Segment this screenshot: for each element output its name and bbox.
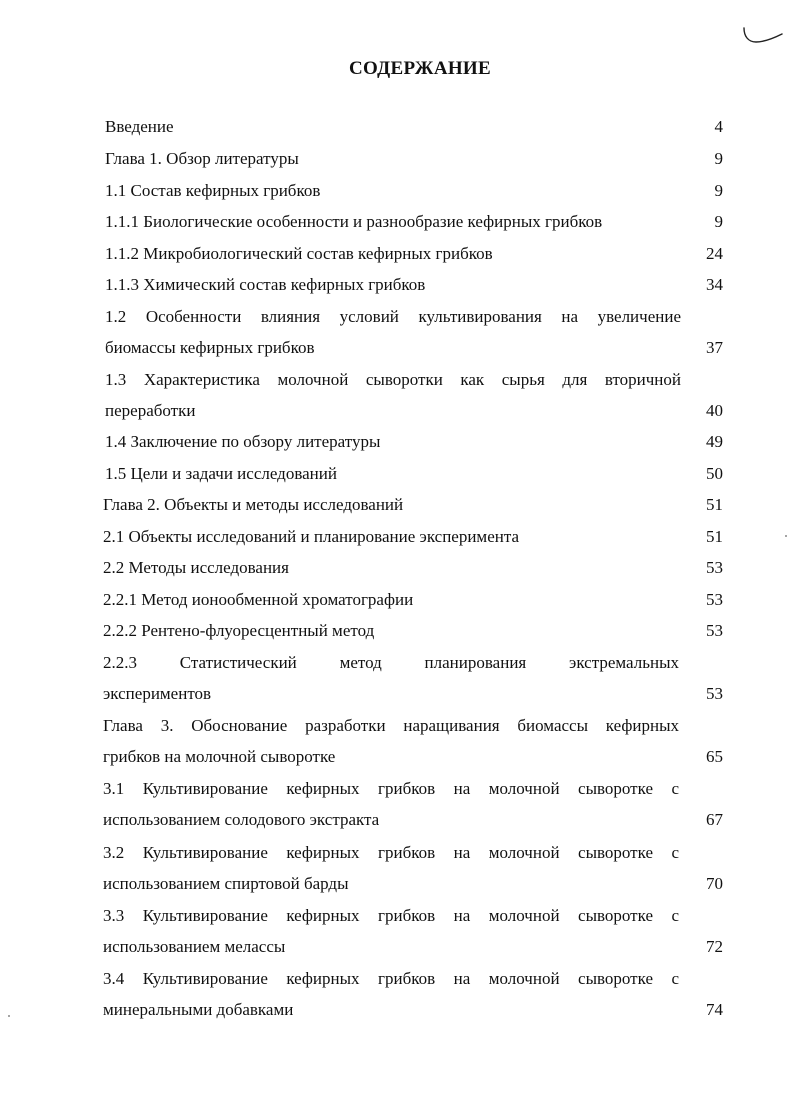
toc-entry-page: 51 xyxy=(706,527,723,546)
toc-entry-text-line1: 3.2 Культивирование кефирных грибков на молочной сыворотке с xyxy=(103,843,679,862)
toc-entry-text: Глава 1. Обзор литературы xyxy=(105,149,299,168)
toc-entry-page: 37 xyxy=(706,338,723,357)
toc-entry-text: 1.5 Цели и задачи исследований xyxy=(105,464,337,483)
toc-entry-page: 51 xyxy=(706,495,723,514)
toc-entry-text: 1.4 Заключение по обзору литературы xyxy=(105,432,381,451)
toc-entry-text: 1.1.3 Химический состав кефирных грибков xyxy=(105,275,426,294)
toc-entry xyxy=(0,969,796,1021)
toc-entry-page: 9 xyxy=(714,149,723,168)
toc-entry xyxy=(0,906,796,958)
toc-entry-page: 72 xyxy=(706,937,723,956)
toc-entry-text-line1: 3.4 Культивирование кефирных грибков на молочной сыворотке с xyxy=(103,969,679,988)
handwritten-mark xyxy=(740,24,784,46)
toc-entry-page: 70 xyxy=(706,874,723,893)
toc-entry xyxy=(0,843,796,895)
scan-speck xyxy=(785,535,787,537)
toc-entry-text: 1.1 Состав кефирных грибков xyxy=(105,181,321,200)
toc-entry-text-line2: экспериментов xyxy=(103,684,212,703)
toc-entry-page: 40 xyxy=(706,401,723,420)
toc-entry xyxy=(0,779,796,831)
toc-entry-text: 1.1.2 Микробиологический состав кефирных грибков xyxy=(105,244,493,263)
toc-entry-page: 67 xyxy=(706,810,723,829)
toc-entry-page: 4 xyxy=(714,117,723,136)
toc-entry-page: 53 xyxy=(706,590,723,609)
toc-entry-text: 2.2.2 Рентено-флуоресцентный метод xyxy=(103,621,375,640)
toc-entry-text-line2: использованием мелассы xyxy=(103,937,286,956)
toc-entry-text: 1.1.1 Биологические особенности и разнообразие кефирных грибков xyxy=(105,212,603,231)
toc-entry-page: 34 xyxy=(706,275,723,294)
toc-entry-page: 74 xyxy=(706,1000,723,1019)
toc-entry-text-line2: использованием спиртовой барды xyxy=(103,874,349,893)
toc-entry-page: 53 xyxy=(706,684,723,703)
toc-entry-page: 9 xyxy=(714,212,723,231)
toc-entry-text: Введение xyxy=(105,117,174,136)
toc-entry-page: 49 xyxy=(706,432,723,451)
page-title: СОДЕРЖАНИЕ xyxy=(349,58,491,79)
toc-entry xyxy=(0,653,796,705)
toc-entry-page: 9 xyxy=(714,181,723,200)
toc-entry-text: 2.2 Методы исследования xyxy=(103,558,289,577)
toc-entry-text-line2: биомассы кефирных грибков xyxy=(105,338,315,357)
toc-entry-page: 24 xyxy=(706,244,723,263)
toc-entry-text-line1: 3.1 Культивирование кефирных грибков на молочной сыворотке с xyxy=(103,779,679,798)
toc-entry-page: 53 xyxy=(706,621,723,640)
toc-entry-text-line1: 1.2 Особенности влияния условий культивирования на увеличение xyxy=(105,307,681,326)
toc-entry-text: 2.2.1 Метод ионообменной хроматографии xyxy=(103,590,414,609)
toc-entry-text: Глава 2. Объекты и методы исследований xyxy=(103,495,404,514)
toc-entry-text-line2: грибков на молочной сыворотке xyxy=(103,747,336,766)
toc-entry-text-line1: 3.3 Культивирование кефирных грибков на молочной сыворотке с xyxy=(103,906,679,925)
toc-entry-text-line1: Глава 3. Обоснование разработки наращивания биомассы кефирных xyxy=(103,716,679,735)
toc-entry xyxy=(0,716,796,768)
toc-entry-text-line1: 1.3 Характеристика молочной сыворотки как сырья для вторичной xyxy=(105,370,681,389)
toc-entry xyxy=(0,307,796,359)
toc-entry-text-line1: 2.2.3 Статистический метод планирования экстремальных xyxy=(103,653,679,672)
toc-entry-text-line2: переработки xyxy=(105,401,196,420)
toc-entry xyxy=(0,370,796,422)
toc-entry-page: 65 xyxy=(706,747,723,766)
toc-entry-page: 53 xyxy=(706,558,723,577)
toc-entry-text-line2: использованием солодового экстракта xyxy=(103,810,380,829)
toc-entry-text: 2.1 Объекты исследований и планирование эксперимента xyxy=(103,527,520,546)
toc-entry-page: 50 xyxy=(706,464,723,483)
toc-entry-text-line2: минеральными добавками xyxy=(103,1000,294,1019)
